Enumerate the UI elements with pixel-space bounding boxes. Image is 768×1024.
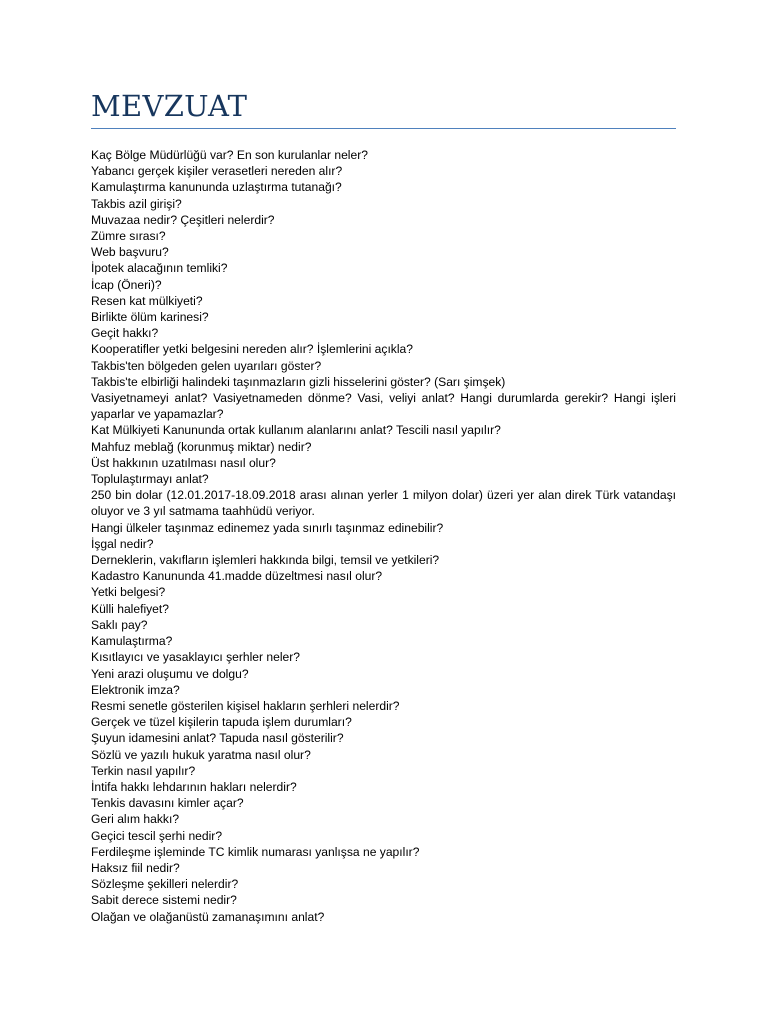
question-item: Üst hakkının uzatılması nasıl olur?	[91, 455, 276, 470]
question-item: 250 bin dolar (12.01.2017-18.09.2018 arası alınan yerler 1 milyon dolar) üzeri yer alan direk Türk vatandaşı oluyor ve 3 yıl satmama taahhüdü veriyor.	[91, 488, 676, 519]
question-item: Sabit derece sistemi nedir?	[91, 893, 237, 908]
question-item: Kadastro Kanununda 41.madde düzeltmesi nasıl olur?	[91, 569, 383, 584]
question-item: Yeni arazi oluşumu ve dolgu?	[91, 666, 249, 681]
question-item: Kamulaştırma?	[91, 634, 173, 649]
question-item: Şuyun idamesini anlat? Tapuda nasıl gösterilir?	[91, 731, 344, 746]
question-item: Takbis'te elbirliği halindeki taşınmazların gizli hisselerini göster? (Sarı şimşek)	[91, 374, 506, 389]
question-item: Kat Mülkiyeti Kanununda ortak kullanım alanlarını anlat? Tescili nasıl yapılır?	[91, 423, 501, 438]
document-title: MEVZUAT	[91, 89, 248, 123]
question-item: Geçici tescil şerhi nedir?	[91, 828, 223, 843]
question-item: İşgal nedir?	[91, 536, 154, 551]
question-item: Vasiyetnameyi anlat? Vasiyetnameden dönme? Vasi, veliyi anlat? Hangi durumlarda gerekir? Hangi işleri yaparlar ve yapamazlar?	[91, 391, 676, 422]
question-item: Resen kat mülkiyeti?	[91, 293, 203, 308]
question-item: Sözlü ve yazılı hukuk yaratma nasıl olur?	[91, 747, 311, 762]
question-item: Birlikte ölüm karinesi?	[91, 310, 209, 325]
question-item: Toplulaştırmayı anlat?	[91, 472, 209, 487]
question-item: Geri alım hakkı?	[91, 812, 180, 827]
question-item: Zümre sırası?	[91, 229, 166, 244]
question-item: İntifa hakkı lehdarının hakları nelerdir?	[91, 779, 297, 794]
question-item: Terkin nasıl yapılır?	[91, 763, 196, 778]
question-item: Derneklerin, vakıfların işlemleri hakkında bilgi, temsil ve yetkileri?	[91, 553, 440, 568]
question-item: Mahfuz meblağ (korunmuş miktar) nedir?	[91, 439, 312, 454]
question-item: Olağan ve olağanüstü zamanaşımını anlat?	[91, 909, 325, 924]
question-item: Kooperatifler yetki belgesini nereden alır? İşlemlerini açıkla?	[91, 342, 413, 357]
question-item: Hangi ülkeler taşınmaz edinemez yada sınırlı taşınmaz edinebilir?	[91, 520, 444, 535]
question-item: Gerçek ve tüzel kişilerin tapuda işlem durumları?	[91, 715, 352, 730]
question-item: Web başvuru?	[91, 245, 169, 260]
question-item: İpotek alacağının temliki?	[91, 261, 228, 276]
question-item: Takbis azil girişi?	[91, 196, 182, 211]
question-item: Ferdileşme işleminde TC kimlik numarası yanlışsa ne yapılır?	[91, 844, 420, 859]
title-underline	[91, 128, 676, 129]
question-item: Sözleşme şekilleri nelerdir?	[91, 877, 239, 892]
question-item: Tenkis davasını kimler açar?	[91, 796, 244, 811]
question-item: Takbis'ten bölgeden gelen uyarıları göster?	[91, 358, 322, 373]
question-item: Yabancı gerçek kişiler verasetleri nereden alır?	[91, 164, 343, 179]
question-item: Saklı pay?	[91, 617, 148, 632]
question-item: Yetki belgesi?	[91, 585, 166, 600]
question-list	[91, 147, 676, 925]
question-item: Kamulaştırma kanununda uzlaştırma tutanağı?	[91, 180, 342, 195]
question-item: Haksız fiil nedir?	[91, 860, 180, 875]
question-item: İcap (Öneri)?	[91, 277, 162, 292]
question-item: Muvazaa nedir? Çeşitleri nelerdir?	[91, 212, 275, 227]
question-item: Geçit hakkı?	[91, 326, 159, 341]
question-item: Kaç Bölge Müdürlüğü var? En son kurulanlar neler?	[91, 148, 368, 162]
question-item: Kısıtlayıcı ve yasaklayıcı şerhler neler?	[91, 650, 301, 665]
question-item: Resmi senetle gösterilen kişisel hakların şerhleri nelerdir?	[91, 698, 400, 713]
question-item: Külli halefiyet?	[91, 601, 169, 616]
question-item: Elektronik imza?	[91, 682, 180, 697]
